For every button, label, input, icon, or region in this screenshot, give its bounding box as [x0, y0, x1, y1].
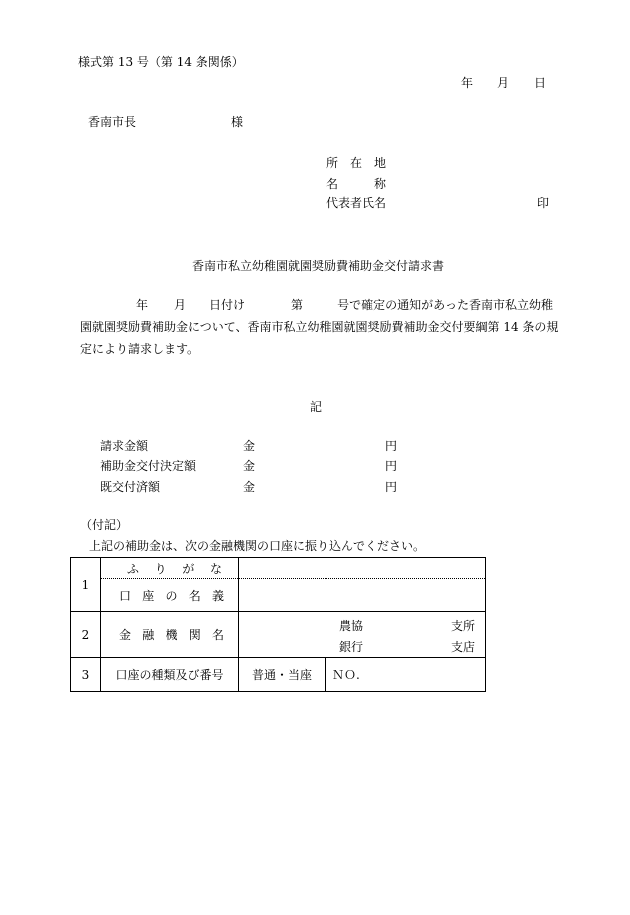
account-name-char: 口 [119, 588, 132, 603]
bank-name-field[interactable] [239, 612, 486, 658]
row-number-1: 1 [71, 558, 101, 612]
account-name-char: 座 [142, 588, 155, 603]
bank-name-char: 金 [119, 628, 132, 642]
account-name-char: 名 [188, 588, 201, 603]
date-month: 月 [497, 76, 510, 90]
furigana-char: が [182, 561, 195, 576]
amount-prefix-paid: 金 [243, 480, 256, 494]
representative-label: 代表者氏名 [326, 196, 387, 210]
bank-name-char: 機 [165, 628, 178, 642]
nokyo-label: 農協 [339, 619, 364, 633]
account-name-label [101, 579, 239, 612]
furigana-field[interactable] [239, 558, 486, 579]
row-number-2: 2 [71, 612, 101, 658]
account-number-prefix: ＮＯ. [332, 668, 360, 682]
addressee-name: 香南市長 [88, 115, 137, 129]
ki-heading: 記 [310, 400, 323, 414]
shiten-label: 支店 [451, 640, 476, 654]
amount-suffix-paid: 円 [385, 480, 398, 494]
date-day: 日 [534, 76, 547, 90]
bank-name-label [101, 612, 239, 658]
amount-label-paid: 既交付済額 [100, 480, 161, 494]
page-title: 香南市私立幼稚園就園奨励費補助金交付請求書 [192, 259, 445, 273]
furigana-char: り [154, 561, 167, 576]
shisho-label: 支所 [451, 619, 476, 633]
note-text: 上記の補助金は、次の金融機関の口座に振り込んでください。 [89, 539, 426, 553]
furigana-label [101, 558, 239, 579]
amount-suffix-decided: 円 [385, 459, 398, 473]
body-month: 月 [174, 298, 187, 312]
bank-name-char: 関 [188, 628, 201, 642]
account-name-field[interactable] [239, 579, 486, 612]
amount-suffix-request: 円 [385, 439, 398, 453]
amount-prefix-decided: 金 [243, 459, 256, 473]
amount-prefix-request: 金 [243, 439, 256, 453]
account-name-char: の [165, 588, 178, 603]
furigana-char: ふ [127, 561, 140, 576]
request-paragraph [80, 294, 560, 360]
account-type-option[interactable]: 普通・当座 [239, 658, 326, 692]
addressee-honorific: 様 [231, 115, 244, 129]
body-dai: 第 [291, 298, 304, 312]
account-number-field[interactable] [326, 658, 486, 692]
body-year: 年 [136, 298, 149, 312]
body-text: 号で確定の通知があった香南市私立幼稚園就園奨励費補助金について、香南市私立幼稚園就園奨励費補助金交付要綱第 14 条の規定により請求します。 [80, 298, 559, 356]
body-day: 日付け [209, 298, 246, 312]
name-label: 名 称 [326, 177, 387, 191]
furigana-char: な [209, 561, 222, 576]
row-number-3: 3 [71, 658, 101, 692]
amount-label-request: 請求金額 [100, 439, 149, 453]
bank-name-char: 融 [142, 628, 155, 642]
ginko-label: 銀行 [339, 640, 364, 654]
date-year: 年 [461, 76, 474, 90]
form-number: 様式第 13 号（第 14 条関係） [78, 55, 244, 69]
account-name-char: 義 [211, 588, 224, 603]
bank-name-char: 名 [211, 628, 224, 642]
amount-label-decided: 補助金交付決定額 [100, 459, 197, 473]
seal-mark: 印 [537, 196, 550, 210]
address-label: 所 在 地 [326, 156, 387, 170]
account-type-label: 口座の種類及び番号 [101, 658, 239, 692]
note-heading: （付記） [80, 518, 129, 532]
bank-account-table [70, 557, 486, 692]
